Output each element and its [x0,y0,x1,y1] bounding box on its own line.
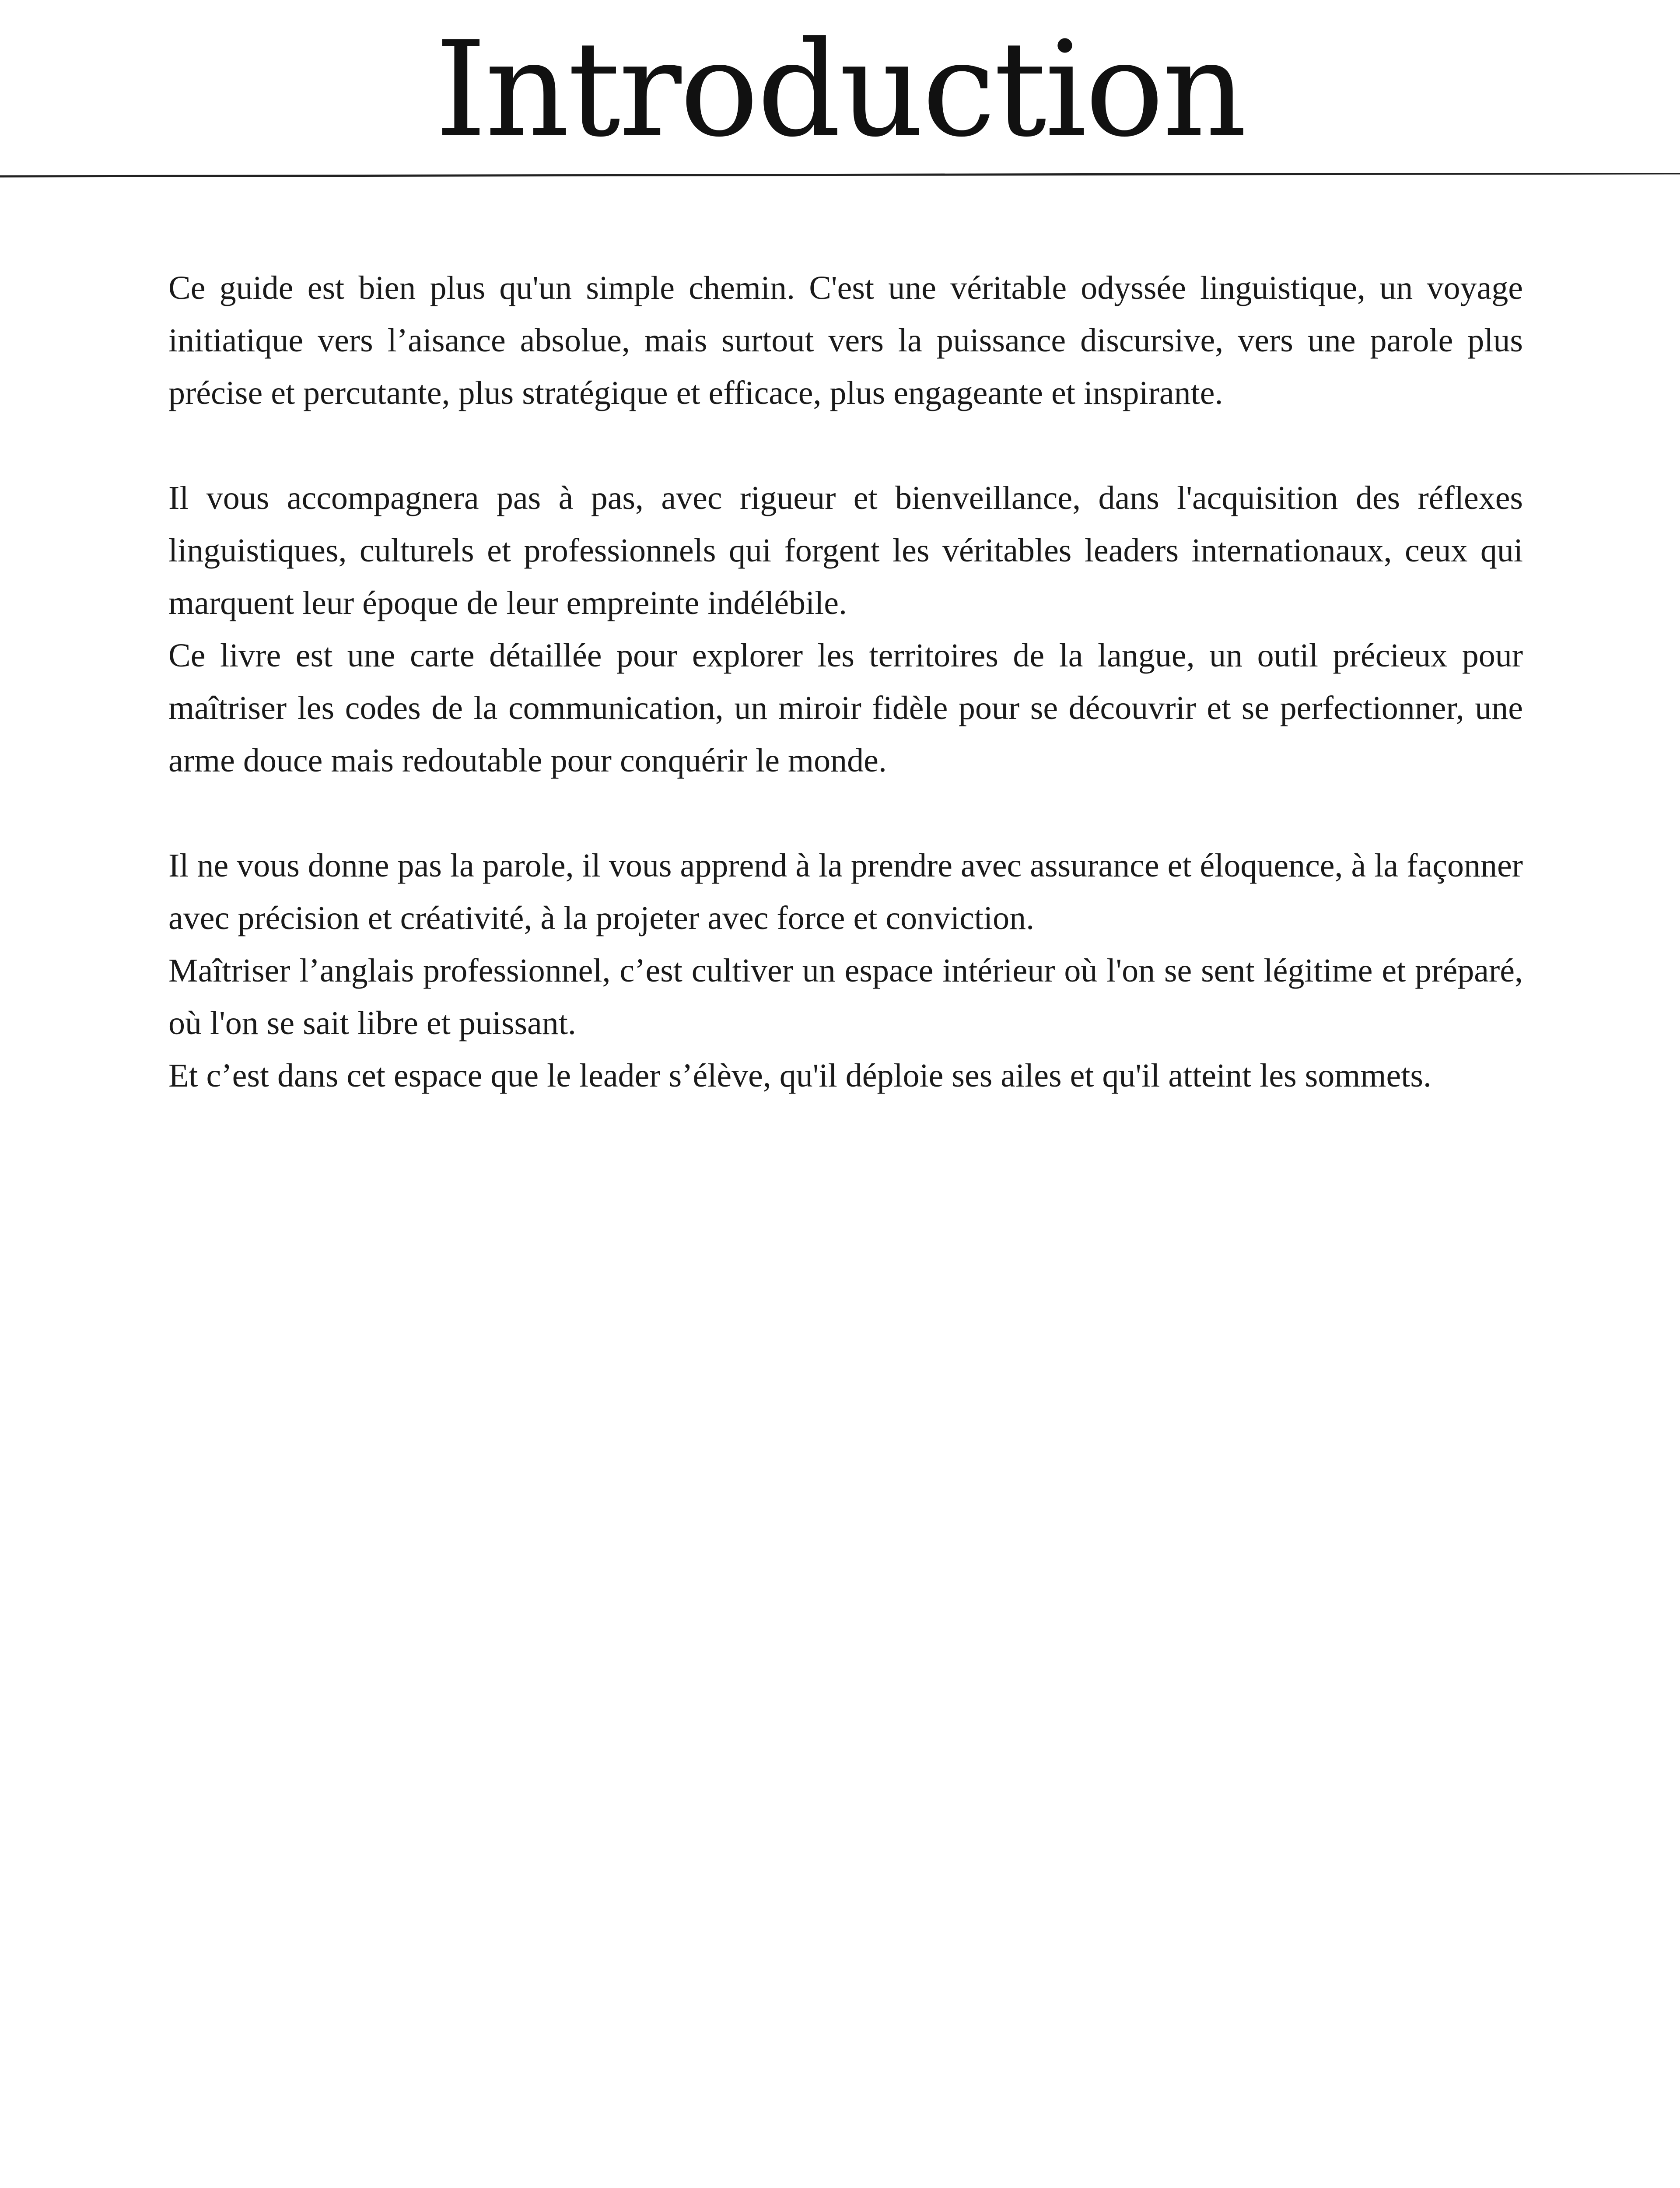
paragraph: Il vous accompagnera pas à pas, avec rigueur et bienveillance, dans l'acquisition des réflexes linguistiques, culturels et professionnels qui forgent les véritables leaders internationaux, ceux qui marquent leur époque de leur empreinte indélébile. [168,480,1523,621]
page-title: Introduction [435,13,1245,166]
body-text [168,262,1523,1102]
paragraph: Ce guide est bien plus qu'un simple chemin. C'est une véritable odyssée linguistique, un voyage initiatique vers l’aisance absolue, mais surtout vers la puissance discursive, vers une parole plus précise et percutante, plus stratégique et efficace, plus engageante et inspirante. [168,270,1523,411]
paragraph: Et c’est dans cet espace que le leader s’élève, qu'il déploie ses ailes et qu'il atteint les sommets. [168,1057,1432,1094]
paragraph: Maîtriser l’anglais professionnel, c’est cultiver un espace intérieur où l'on se sent légitime et préparé, où l'on se sait libre et puissant. [168,952,1523,1041]
paragraph: Il ne vous donne pas la parole, il vous apprend à la prendre avec assurance et éloquence, à la façonner avec précision et créativité, à la projeter avec force et conviction. [168,847,1523,936]
paragraph: Ce livre est une carte détaillée pour explorer les territoires de la langue, un outil précieux pour maîtriser les codes de la communication, un miroir fidèle pour se découvrir et se perfectionner, une arme douce mais redoutable pour conquérir le monde. [168,637,1523,779]
